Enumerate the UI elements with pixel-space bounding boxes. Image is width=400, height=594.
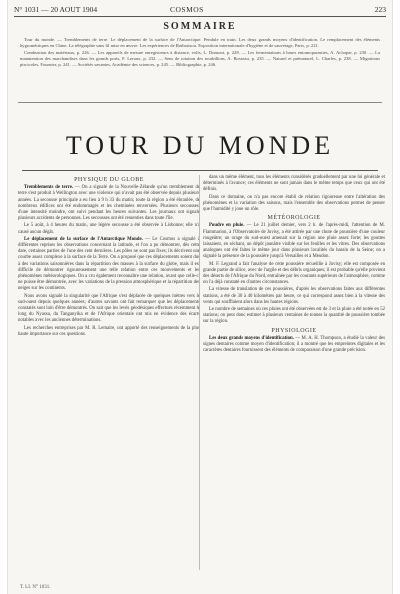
running-header — [12, 2, 388, 16]
section-heading: PHYSIQUE DU GLOBE — [74, 177, 144, 183]
article-paragraph: Le nombre de semaines où ces pluies ont été observées est de 3 et la pluie a été notée en 52 stations; on peut donc estimer à plusieurs centaines de tonnes la quantité de poussière tombée sur la région. — [203, 307, 385, 325]
page — [7, 0, 393, 594]
article-paragraph — [18, 185, 200, 222]
left-column — [18, 175, 200, 339]
issue-number: N° 1031 — 20 AOUT 1904 — [14, 5, 98, 14]
sommaire-title: SOMMAIRE — [163, 21, 237, 32]
section-heading: PHYSIOLOGIE — [271, 327, 317, 334]
sommaire-body — [20, 37, 380, 69]
separator-rule — [18, 102, 382, 103]
article-paragraph: Nous avons signalé la singularité que l'Afrique s'est déplacée de quelques mètres vers le sud-ouest depuis quelques années; d'autres savants ont fait remarquer que les déplacements constatés sont loin d'être démontrés. On sait que les levés géodésiques effectués récemment le long du Nyassa, du Tanganyika et de l'Afrique orientale ont mis en évidence des écarts notables avec les anciennes déterminations. — [18, 293, 200, 324]
article-text: — Le Cosmos a signalé à différentes reprises les observations concernant la latitude, et l'on a pu démontrer, dès cette date, certaines parties de l'une des cent dernières. Les pôles ne sont pas fixes; ils décrivent une courbe assez complexe à la surface de la Terre. On a proposé que ces déplacements soient dus à des variations saisonnières dans la répartition des masses à la surface du globe, mais il est difficile de démontrer rigoureusement une telle relation entre ces mouvements et les phénomènes météorologiques. On a cru également reconnaître une relation, avant que celle-ci ne puisse être démontrée, avec les variations de la pression atmosphérique et la répartition des neiges sur les continents. — [18, 236, 201, 292]
article-paragraph: Les recherches entreprises par M. R. Lemaire, ont apporté des renseignements de la plus haute importance sur ces questions. — [18, 325, 200, 337]
article-paragraph — [18, 237, 200, 293]
article-paragraph — [203, 223, 385, 260]
article-text: — On a signalé de la Nouvelle-Zélande qu'un tremblement de terre s'est produit à Wellington avec une violence qui n'avait pas été observée depuis plusieurs années. La secousse principale a eu lieu à 9 h 33 du matin; toute la région a été ébranlée, de nombreux édifices ont été endommagés et les cheminées renversées. Plusieurs secousses, d'une intensité moindre, ont suivi pendant les heures suivantes. Les journaux ont signalé plusieurs accidents de personnes. Les secousses ont été ressenties dans toute l'île. — [18, 185, 200, 222]
right-column — [203, 175, 385, 355]
column-divider — [199, 175, 200, 570]
article-paragraph: M. F. Legrand a fait l'analyse de cette poussière recueillie à Juvisy; elle est composée en grande partie de silice, avec de l'argile et des débris organiques; il est probable qu'elle provient des déserts de l'Afrique du Nord, entraînée par les courants supérieurs de l'atmosphère, comme on l'a déjà constaté en d'autres circonstances. — [203, 261, 385, 286]
title-rule — [22, 170, 378, 171]
article-title: Tremblements de terre. — [24, 185, 74, 191]
article-title: Les deux grands moyens d'identification. — [209, 335, 294, 341]
article-paragraph: La vitesse de translation de ces poussières, d'après les observations faites aux différentes stations, a été de 30 à 40 kilomètres par heure, ce qui correspond assez bien à la vitesse des vents qui soufflaient alors dans les hautes régions. — [203, 287, 385, 305]
page-footer: T. LI. N° 1031. — [20, 585, 51, 590]
sommaire-paragraph: Combustion des matériaux, p. 226. — Les appareils de mesure enregistreurs à distance, volts, L. Dumont, p. 228. — Les fermentations à bases entomoparasites, A. Acloque, p. 230. — La manutention des marchandises dans les grands ports, F. Leroux, p. 232. — Sens de rotation des tourbillons, A. Bosseau, p. 235. — Naturel et prématurel, L. Charles, p. 238. — Migrations piscicoles, Fournier, p. 241. — Sociétés savantes, Académie des sciences, p. 245. — Bibliographie, p. 246. — [20, 50, 380, 67]
journal-name: COSMOS — [170, 5, 204, 14]
page-number: 223 — [374, 5, 386, 14]
article-title: Le déplacement de la surface de l'Antarctique Monde. — [24, 236, 143, 242]
article-paragraph: dans un même élément, tous les éléments considérés graduellement par une loi générale et déterminés à l'avance; ces éléments ne sont jamais dans le même temps que ceux qui ont été définis. — [203, 175, 385, 193]
article-paragraph — [203, 336, 385, 355]
article-title: Poudre en pluie. — [209, 223, 245, 229]
section-heading: MÉTÉOROLOGIE — [267, 215, 321, 222]
section-title: TOUR DU MONDE — [65, 131, 335, 160]
article-paragraph: Le 5 août, à 4 heures du matin, une légère secousse a été observée à Lisbonne; elle n'a causé aucun dégât. — [18, 223, 200, 235]
header-rule — [14, 16, 386, 17]
article-paragraph: Dans ce domaine, on n'a pas encore établi de relation rigoureuse entre l'altération des phénomènes et la variation des saisons, mais l'ensemble des observations permet de penser que l'humidité y joue un rôle. — [203, 194, 385, 213]
sommaire-paragraph: Tour du monde. — Tremblements de terre. Le déplacement de la surface de l'Antarctique. Pendule en train. Les deux grands moyens d'identification. Le remplacement des éléments hygrométriques en Chine. La télégraphie sans fil mise en œuvre. Les expériences de Barbarisou. Exposition internationale d'hygiène et de sauvetage, Paris, p. 221. — [20, 37, 380, 48]
article-text: — M. A. H. Thompson, a étudié la valeur des signes dentaires comme moyen d'identification; il a montré que les empreintes digitales et les caractères dentaires fournissent des éléments de comparaison d'une grande précision. — [203, 335, 386, 354]
article-text: — Le 21 juillet dernier, vers 2 h. de l'après-midi, l'attention de M. Flammarion, à l'Observatoire de Juvisy, a été attirée par une chute de poussière d'une couleur rougeâtre; un orage du sud-ouest amenait sur la région une pluie assez forte; les gouttes laissaient, en séchant, un dépôt jaunâtre visible sur les feuilles et les vitres. Des observations analogues ont été faites le même jour dans plusieurs localités du bassin de la Seine; on a signalé la présence de la poussière jusqu'à Versailles et à Meudon. — [203, 223, 385, 260]
